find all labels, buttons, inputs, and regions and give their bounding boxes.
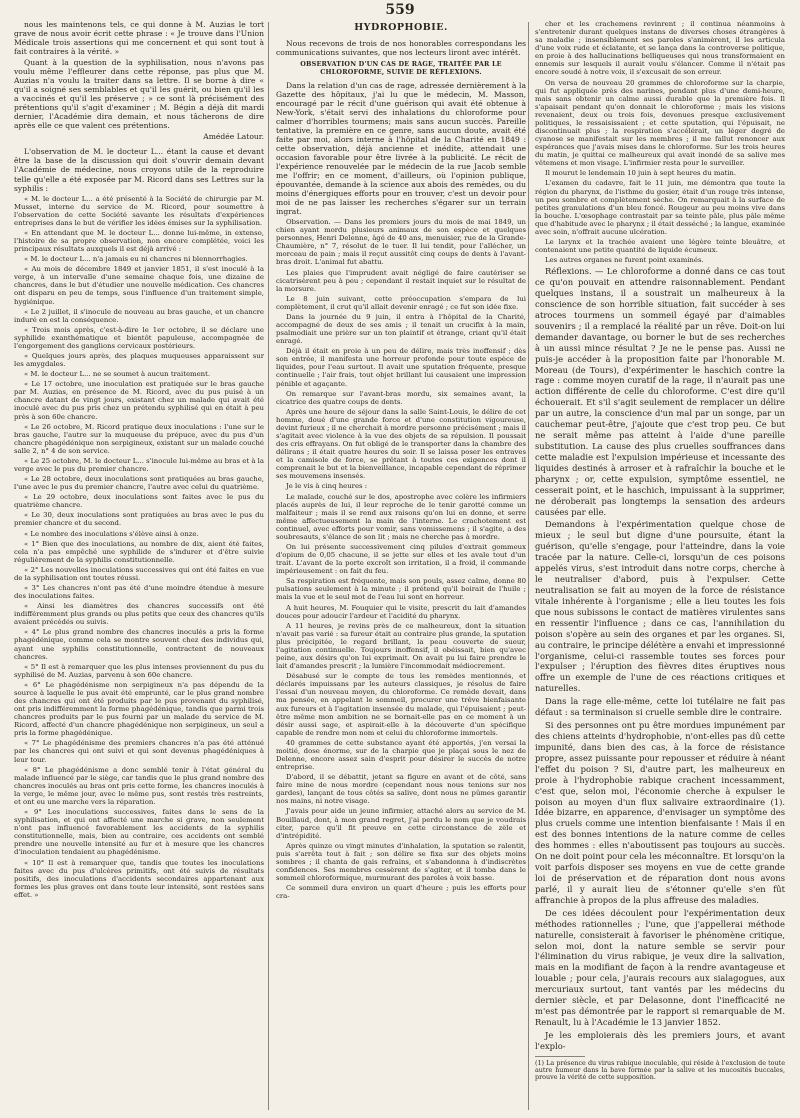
article-paragraph: Dans la relation d'un cas de rage, adressée dernièrement à la Gazette des hôpitaux, j'ai lu que le médecin, M. Masson, encouragé par le récit d'une guérison qui avait été obtenue à New-York, s'était servi des inhalations du chloroforme pour calmer d'horribles tourmens; mais sans aucun succès. Pareille tentative, la première en ce genre, sans aucun doute, avait été faite par moi, alors interne à l'hôpital de la Charité en 1849 : cette observation, déjà ancienne et inédite, attendait une occasion favorable pour être livrée à la publicité. Le récit de l'expérience renouvelée par le médecin de la rue Jacob semble me l'offrir; en ce moment, d'ailleurs, où l'opinion publique, épouvantée, demande à la science aux abois des remèdes, ou du moins d'énergiques efforts pour en trouver, c'est un devoir pour moi de ne pas laisser les recherches s'égarer sur un terrain ingrat. xyxy=(276,80,526,217)
observation-item: « Le 25 octobre, M. le docteur L... s'inocule lui-même au bras et à la verge avec le pus du premier chancre. xyxy=(14,456,264,473)
observation-item: « M. le docteur L... ne se soumet à aucun traitement. xyxy=(24,370,211,379)
observation-text xyxy=(276,218,526,900)
observation-paragraph: Observation. — Dans les premiers jours du mois de mai 1849, un chien ayant mordu plusieurs animaux de son espèce et quelques personnes, Henri Delenne, âgé de 40 ans, menuisier, rue de la Grande-Chaumière, n° 7, résolut de le tuer. Il lui tendit, pour l'allécher, un morceau de pain ; mais il reçut aussitôt cinq coups de dents à l'avant-bras droit. L'animal fut abattu. xyxy=(276,218,526,267)
column-rule xyxy=(528,22,529,1110)
observation-paragraph: A 11 heures, je revins près de ce malheureux, dont la situation n'avait pas varié : sa fureur était au contraire plus grande, la sputation plus précipitée, le regard brillant, la peau couverte de sueur, l'agitation continuelle. Toujours inoffensif, il obéissait, bien qu'avec peine, aux désirs qu'on lui exprimait. On avait pu lui faire prendre le lait d'amandes prescrit ; la lumière l'incommodait médiocrement. xyxy=(276,621,526,671)
article-subheading: OBSERVATION D'UN CAS DE RAGE, TRAITÉE PAR LE CHLOROFORME, SUIVIE DE RÉFLEXIONS. xyxy=(300,60,502,76)
reflection-paragraph: Je les emploierais dès les premiers jours, et avant l'explo- xyxy=(535,1029,785,1051)
observation-item: « 2° Les nouvelles inoculations successives qui ont été faites en vue de la syphilisation ont toutes réussi. xyxy=(14,565,264,582)
observation-paragraph: Désabusé sur le compte de tous les remèdes mentionnés, et déclarés impuissans par les auteurs classiques, je résolus de faire l'essai d'un nouveau moyen, du chloroforme. Ce remède devait, dans ma pensée, en appelant le sommeil, procurer une trêve bienfaisante aux fureurs et à l'agitation insensée du malade, qui l'épuisaient ; peut-être même mon ambition ne se bornait-elle pas en ce moment à un désir aussi sage, et aspirait-elle à la découverte d'un spécifique capable de rendre mon nom et celui du chloroforme immortels. xyxy=(276,672,526,737)
reflection-paragraph: Dans la rage elle-même, cette loi tutélaire ne fait pas défaut : sa terminaison si cruelle semble dire le contraire. xyxy=(535,696,785,718)
observation-paragraph: Sa respiration est fréquente, mais son pouls, assez calme, donne 80 pulsations seulement à la minute ; il prétend qu'il boirait de l'huile ; mais la vue et le seul mot de l'eau lui sont en horreur. xyxy=(276,577,526,602)
observation-paragraph: J'avais pour aide un jeune infirmier, attaché alors au service de M. Bouillaud, dont, à mon grand regret, j'ai perdu le nom que je voudrais citer, parce qu'il fit preuve en cette circonstance de zèle et d'intrépidité. xyxy=(276,807,526,840)
observation-item: « Le 28 octobre, deux inoculations sont pratiquées au bras gauche, l'une avec le pus du premier chancre, l'autre avec celui du quatrième. xyxy=(14,475,264,492)
reflection-paragraph: De ces idées découlent pour l'expérimentation deux méthodes rationnelles ; l'une, que j'appellerai méthode naturelle, consisterait à favoriser le phénomène critique, selon moi, dont la nature semble se servir pour l'élimination du virus rabique, je veux dire la salivation, mais en la modifiant de façon à la rendre avantageuse et louable ; pour cela, j'aurais recours aux sialagogues, aux mercuriaux surtout, tant vantés par les médecins du dernier siècle, et par Delasonne, dont l'inefficacité ne m'est pas démontrée par le rapport si remarquable de M. Renault, lu à l'Académie le 13 janvier 1852. xyxy=(535,907,785,1027)
observation-item: « M. le docteur L... a été présenté à la Société de chirurgie par M. Musset, interne du service de M. Ricord, pour soumettre à l'observation de cette Société savante les résultats d'expériences entreprises dans le but de vérifier les idées émises sur la syphilisation. xyxy=(14,194,264,227)
reflection-paragraph: Réflexions. — Le chloroforme a donné dans ce cas tout ce qu'on pouvait en attendre raisonnablement. Pendant quelques instans, il a soustrait un malheureux à la conscience de son horrible situation, fait succéder à ses atroces tourmens un sommeil égayé par d'aimables souvenirs ; il a remplacé la réalité par un rêve. Doit-on lui demander davantage, ou borner le but de ses recherches à un aussi mince résultat ? Je ne le pense pas. Aussi ne puis-je accéder à la proposition faite par l'honorable M. Moreau (de Tours), d'expérimenter le haschich contre la rage : comme moyen curatif de la rage, il n'aurait pas une action différente de celle du chloroforme. C'est dire qu'il échouerait. Et s'il s'agit seulement de remplacer un délire par un autre, la conscience d'un mal par un songe, par un cauchemar peut-être, j'ajoute que c'est trop peu. Ce but ne serait même pas atteint à l'aide d'une pareille substitution. La cause des plus cruelles souffrances dans cette maladie est l'expulsion impérieuse et incessante des liquides destinés à arroser et à rafraîchir la bouche et le pharynx ; or, cette expulsion, symptôme essentiel, ne cesserait point, et le haschich, impuissant à la supprimer, ne déroberait pas longtemps la sensation des ardeurs causées par elle. xyxy=(535,266,785,517)
observation-paragraph: Je le vis à cinq heures : xyxy=(286,482,368,491)
observation-paragraph: L'examen du cadavre, fait le 11 juin, me démontra que toute la région du pharynx, de l'isthme du gosier, était d'un rouge très intense, un peu sombre et complètement sèche. On remarquait à la surface de petites granulations d'un bleu foncé. Rougeur au peu moins vive dans la bouche. L'œsophage contrastait par sa teinte pâle, plus pâle même que d'habitude avec le pharynx ; il était desséché ; la langue, examinée avec soin, n'offrait aucune ulcération. xyxy=(535,179,785,236)
observation-paragraph: Déjà il était en proie à un peu de délire, mais très inoffensif ; dès son entrée, il manifesta une horreur profonde pour toute espèce de liquides, pour l'eau surtout. Il avait une sputation fréquente, presque continuelle ; l'air frais, tout objet brillant lui causaient une impression pénible et agaçante. xyxy=(276,347,526,388)
intro-text xyxy=(14,20,264,130)
observation-paragraph: On versa de nouveau 20 grammes de chloroforme sur la charpie, qui fut appliquée près des narines, pendant plus d'une demi-heure, mais sans obtenir un calme aussi durable que la première fois. Il s'apaisait pendant qu'on donnait le chloroforme ; mais les visions revenaient, deux ou trois fois, devenues presque exclusivement politiques, le ressaisissaient ; et cette sputation, qui l'épuisait, ne discontinuait plus ; la respiration s'accélérait, un léger degré de cyanose se manifestait sur les membres ; il me fallut renoncer aux espérances que j'avais mises dans le chloroforme. Sur les trois heures du matin, je quittai ce malheureux qui avait inondé de sa salive mes vêtemens et mon visage. L'infirmier resta pour le surveiller. xyxy=(535,78,785,168)
observation-item: « 8° Le phagédénisme a donc semblé tenir à l'état général du malade influencé par le siège, car tandis que le plus grand nombre des chancres inoculés au bras ont pris cette forme, les chancres inoculés à la verge, le même jour, avec le même pus, sont restés très restreints, et ont eu une marche vers la réparation. xyxy=(14,765,264,806)
observation-paragraph: Le larynx et la trachée avaient une légère teinte bleuâtre, et contenaient une petite quantité de liquide écumeux. xyxy=(535,238,785,255)
observation-continued xyxy=(535,20,785,264)
observation-intro: L'observation de M. le docteur L... étant la cause et devant être la base de la discussion qui doit s'ouvrir demain devant l'Académie de médecine, nous croyons utile de la reproduire telle qu'elle a été exposée par M. Ricord dans ses Lettres sur la syphilis : xyxy=(14,147,264,193)
section-intro: Nous recevons de trois de nos honorables correspondans les communications suivantes, que nos lecteurs liront avec intérêt. xyxy=(276,39,526,58)
observation-item: « 7° Le phagédénisme des premiers chancres n'a pas été atténué par les chancres qui ont suivi et qui sont devenus phagédéniques à leur tour. xyxy=(14,739,264,764)
observation-paragraph: Après quinze ou vingt minutes d'inhalation, la sputation se ralentit, puis s'arrêta tout à fait ; son délire se fixa sur des objets moins sombres ; il chanta de gais refrains, et s'abandonna à d'indiscrètes confidences. Ses membres cessèrent de s'agiter, et il tomba dans le sommeil chloroformique, murmurant des paroles à voix basse. xyxy=(276,841,526,883)
observation-paragraph: Il mourut le lendemain 10 juin à sept heures du matin. xyxy=(545,169,737,178)
observation-item: « Le nombre des inoculations s'élève ainsi à onze. xyxy=(24,529,199,538)
observation-item: « M. le docteur L... n'a jamais eu ni chancres ni blennorrhagies. xyxy=(24,255,248,264)
observation-paragraph: A huit heures, M. Fouquier qui le visite, prescrit du lait d'amandes douces pour adoucir l'ardeur et l'acidité du pharynx. xyxy=(276,603,526,620)
observation-item: « 3° Les chancres n'ont pas été d'une moindre étendue à mesure des inoculations faites. xyxy=(14,584,264,601)
observation-item: « Quelques jours après, des plaques muqueuses apparaissent sur les amygdales. xyxy=(14,351,264,369)
observation-paragraph: Le malade, couché sur le dos, apostrophe avec colère les infirmiers placés auprès de lui, il leur reproche de le tenir garotté comme un malfaiteur ; mais il se rend aux raisons qu'on lui en donne, et serre même affectueusement la main de l'interne. Le crachotement est continuel, avec efforts pour vomir, sans vomissemens ; il s'agite, a des soubresauts, s'élance de son lit ; mais ne cherche pas à mordre. xyxy=(276,492,526,541)
observation-paragraph: On remarque sur l'avant-bras mordu, six semaines avant, la cicatrice des quatre coups de dents. xyxy=(276,389,526,406)
observation-paragraph: D'abord, il se débattit, jetant sa figure en avant et de côté, sans faire mine de nous mordre (cependant nous nous tenions sur nos gardes), lançant de tous côtés sa salive, dont nous ne pûmes garantir nos mains, ni notre visage. xyxy=(276,773,526,806)
observation-items xyxy=(14,195,264,899)
page-number: 559 xyxy=(385,2,415,18)
reflections-text xyxy=(535,266,785,1051)
observation-paragraph: Le 8 juin suivant, cette préoccupation s'empara de lui complètement, il crut qu'il allait devenir enragé ; ce fut son idée fixe. xyxy=(276,294,526,311)
observation-paragraph: Après une heure de séjour dans la salle Saint-Louis, le délire de cet homme, doué d'une grande force et d'une constitution vigoureuse, devint furieux ; il ne cherchait à mordre personne précisément ; mais il s'agitait avec violence à la vue des objets de sa répulsion. Il poussait des cris effrayans. On fut obligé de le transporter dans la chambre des délirans ; il était quatre heures du soir. Il se laissa poser les entraves et la camisole de force, se prêtant à toutes ces exigences dont il comprenait le but et la bienveillance, incapable cependant de réprimer ses mouvemens insensés. xyxy=(276,407,526,481)
observation-item: « Le 17 octobre, une inoculation est pratiquée sur le bras gauche par M. Auzias, en présence de M. Ricord, avec du pus puisé à un chancre datant de vingt jours, existant chez un malade qui avait été inoculé avec du pus pris chez un prétendu syphilisé qui en était à peu près à son 60e chancre. xyxy=(14,380,264,421)
intro-paragraph: nous les maintenons tels, ce qui donne à M. Auzias le tort grave de nous avoir écrit cette phrase : « Je trouve dans l'Union Médicale trois assertions qui me concernent et qui sont tout à fait contraires à la vérité. » xyxy=(14,20,264,57)
observation-item: « Le 29 octobre, deux inoculations sont faites avec le pus du quatrième chancre. xyxy=(14,493,264,510)
section-heading: HYDROPHOBIE. xyxy=(354,22,448,33)
observation-paragraph: Les plaies que l'imprudent avait négligé de faire cautériser se cicatrisèrent peu à peu ; cependant il restait inquiet sur le résultat de la morsure. xyxy=(276,268,526,293)
observation-item: « 4° Le plus grand nombre des chancres inoculés a pris la forme phagédénique, comme cela se montre souvent chez des individus qui, ayant une syphilis constitutionnelle, contractent de nouveaux chancres. xyxy=(14,628,264,661)
observation-item: « Le 2 juillet, il s'inocule de nouveau au bras gauche, et un chancre induré en est la conséquence. xyxy=(14,307,264,324)
observation-paragraph: Dans la journée du 9 juin, il entra à l'hôpital de la Charité, accompagné de deux de ses amis ; il tenait un crucifix à la main, psalmodiait une prière sur un ton plaintif et étrange, criant qu'il était enragé. xyxy=(276,312,526,346)
reflection-paragraph: Si des personnes ont pu être mordues impunément par des chiens atteints d'hydrophobie, n'ont-elles pas dû cette impunité, dans bien des cas, à la force de résistance propre, assez puissante pour repousser et réduire à néant l'effet du poison ? Si, d'autre part, les malheureux en proie à l'hydrophobie rabique crachent incessamment, c'est que, selon moi, l'économie cherche à expulser le poison au moyen d'un flux salivaire extraordinaire (1). Idée bizarre, en apparence, d'envisager un symptôme des plus cruels comme une intention bienfaisante ! Mais il en est des bonnes intentions de la nature comme de celles des hommes : elles n'aboutissent pas toujours au succès. On ne doit point pour cela les méconnaître. Et lorsqu'on la voit parfois disposer ses moyens en vue de cette grande loi de préservation et de réparation dont nous avons parlé, il y aurait lieu de s'étonner qu'elle s'en fût affranchie à propos de la plus affreuse des maladies. xyxy=(535,720,785,905)
observation-item: « 9° Les inoculations successives, faites dans le sens de la syphilisation, et qui ont affecté une marche si grave, non seulement n'ont pas influencé favorablement les accidents de la syphilis constitutionnelle, mais, bien au contraire, ces accidents ont semblé prendre une nouvelle intensité au fur et à mesure que les chancres d'inoculation tendaient au phagédénisme. xyxy=(14,808,264,857)
column-left xyxy=(14,20,264,1112)
column-rule xyxy=(268,22,269,1110)
observation-item: « En attendant que M. le docteur L... donne lui-même, in extenso, l'histoire de sa propre observation, non encore complétée, voici les principaux résultats auxquels il est déjà arrivé : xyxy=(14,228,264,254)
observation-item: « Trois mois après, c'est-à-dire le 1er octobre, il se déclare une syphilide exanthématique et bientôt papuleuse, accompagnée de l'engorgement des ganglions cervicaux postérieurs. xyxy=(14,325,264,350)
observation-item: « Le 30, deux inoculations sont pratiquées au bras avec le pus du premier chancre et du second. xyxy=(14,511,264,528)
footnote-rule xyxy=(535,1056,585,1057)
observation-paragraph: On lui présente successivement cinq pilules d'extrait gommeux d'opium de 0,05 chacune, il se jette sur elles et les avale tout d'un trait. L'avant de la porte excroît son irritation, il a froid, il commande impérieusement : on fait du feu. xyxy=(276,543,526,576)
observation-paragraph: Ce sommeil dura environ un quart d'heure ; puis les efforts pour cra- xyxy=(276,884,526,901)
intro-paragraph: Quant à la question de la syphilisation, nous n'avons pas voulu même l'effleurer dans cette réponse, pas plus que M. Auzias n'a voulu la traiter dans sa lettre. Il se borne à dire « qu'il a soigné ses semblables et qu'il les guérit, ou bien qu'il les a vaccinés et qu'il les préserve ; » ce sont là précisément des prétentions qu'il s'agit d'examiner ; M. Bégin a déjà dit mardi dernier, l'Académie dira demain, et nous tâcherons de dire après elle ce que valent ces prétentions. xyxy=(14,58,264,131)
footnote: (1) La présence du virus rabique inoculable, qui réside à l'exclusion de toute autre humeur dans la bave formée par la salive et les mucosités buccales, prouve la vérité de cette supposition. xyxy=(535,1058,785,1082)
column-right xyxy=(535,20,785,1112)
observation-paragraph: cher et les crachemens revinrent ; il continua néanmoins à s'entretenir durant quelques instans de diverses choses étrangères à sa maladie ; insensiblement ses paroles s'animèrent, il les articula d'une voix rude et éclatante, et se lança dans la controverse politique, en proie à des hallucinations belliqueuses qui nous transformaient en ennemis sur lesquels il aurait voulu s'élancer. Comme il n'était pas encore soudé à notre voix, il s'excusait de son erreur. xyxy=(535,20,785,77)
observation-paragraph: Les autres organes ne furent point examinés. xyxy=(545,256,704,265)
observation-item: « Ainsi les diamètres des chancres successifs ont été indifféremment plus grands ou plus petits que ceux des chancres qu'ils avaient précédés ou suivis. xyxy=(14,602,264,627)
observation-item: « Au mois de décembre 1849 et janvier 1851, il s'est inoculé à la verge, à un intervalle d'une semaine chaque fois, une dizaine de chancres, dans le but d'étudier une nouvelle médication. Ces chancres ont disparu en peu de temps, sous l'influence d'un traitement simple, hygiénique. xyxy=(14,265,264,306)
column-middle xyxy=(276,20,526,1112)
observation-paragraph: 40 grammes de cette substance ayant été apportés, j'en versai la moitié, dose énorme, sur de la charpie que je plaçai sous le nez de Delenne, encore assez sain d'esprit pour désirer le succès de notre entreprise. xyxy=(276,738,526,772)
reflection-paragraph: Demandons à l'expérimentation quelque chose de mieux ; le seul but digne d'une poursuite, étant la guérison, qu'elle s'engage, pour l'atteindre, dans la voie tracée par la nature. Celle-ci, lorsqu'un de ces poisons appelés virus, s'est introduit dans notre corps, cherche à le neutraliser d'abord, puis à l'expulser. Cette neutralisation se fait au moyen de la force de résistance vitale inhérente à l'organisme ; elle a lieu toutes les fois que nous subissons le contact de matières virulentes sans en ressentir l'influence ; dans ce cas, l'annihilation du poison s'opère au sein des organes et par les organes. Si, au contraire, le principe délétère a envahi et impressionné l'organisme, celui-ci rassemble toutes ses forces pour l'expulser ; l'éruption des fièvres dites éruptives nous offre un exemple de l'une de ces réactions critiques et naturelles. xyxy=(535,519,785,694)
observation-item: « 1° Bien que des inoculations, au nombre de dix, aient été faites, cela n'a pas empêché une syphilide de s'indurer et d'être suivie régulièrement de la syphilis constitutionnelle. xyxy=(14,539,264,564)
observation-item: « 5° Il est à remarquer que les plus intenses proviennent du pus du syphilisé de M. Auzias, parvenu à son 60e chancre. xyxy=(14,662,264,679)
observation-item: « 10° Il est à remarquer que, tandis que toutes les inoculations faites avec du pus d'ulcères primitifs, ont été suivis de résultats positifs, des inoculations d'accidents secondaires appartenant aux formes les plus graves ont dans toute leur intensité, sont restées sans effet. » xyxy=(14,858,264,899)
author-signature: Amédée Latour. xyxy=(203,132,264,142)
observation-item: « Le 26 octobre, M. Ricord pratique deux inoculations : l'une sur le bras gauche, l'autre sur la muqueuse du prépuce, avec du pus d'un chancre phagédénique non serpigineux, existant sur un malade couché salle 2, n° 4 de son service. xyxy=(14,422,264,455)
observation-item: « 6° Le phagédénisme non serpigineux n'a pas dépendu de la source à laquelle le pus avait été emprunté, car le plus grand nombre des chancres qui ont été produits par le pus provenant du syphilisé, ont pris indifféremment la forme phagédénique, tandis que parmi trois chancres produits par le pus fourni par un malade du service de M. Ricord, affecté d'un chancre phagédénique non serpigineux, un seul a pris la forme phagédénique. xyxy=(14,680,264,738)
